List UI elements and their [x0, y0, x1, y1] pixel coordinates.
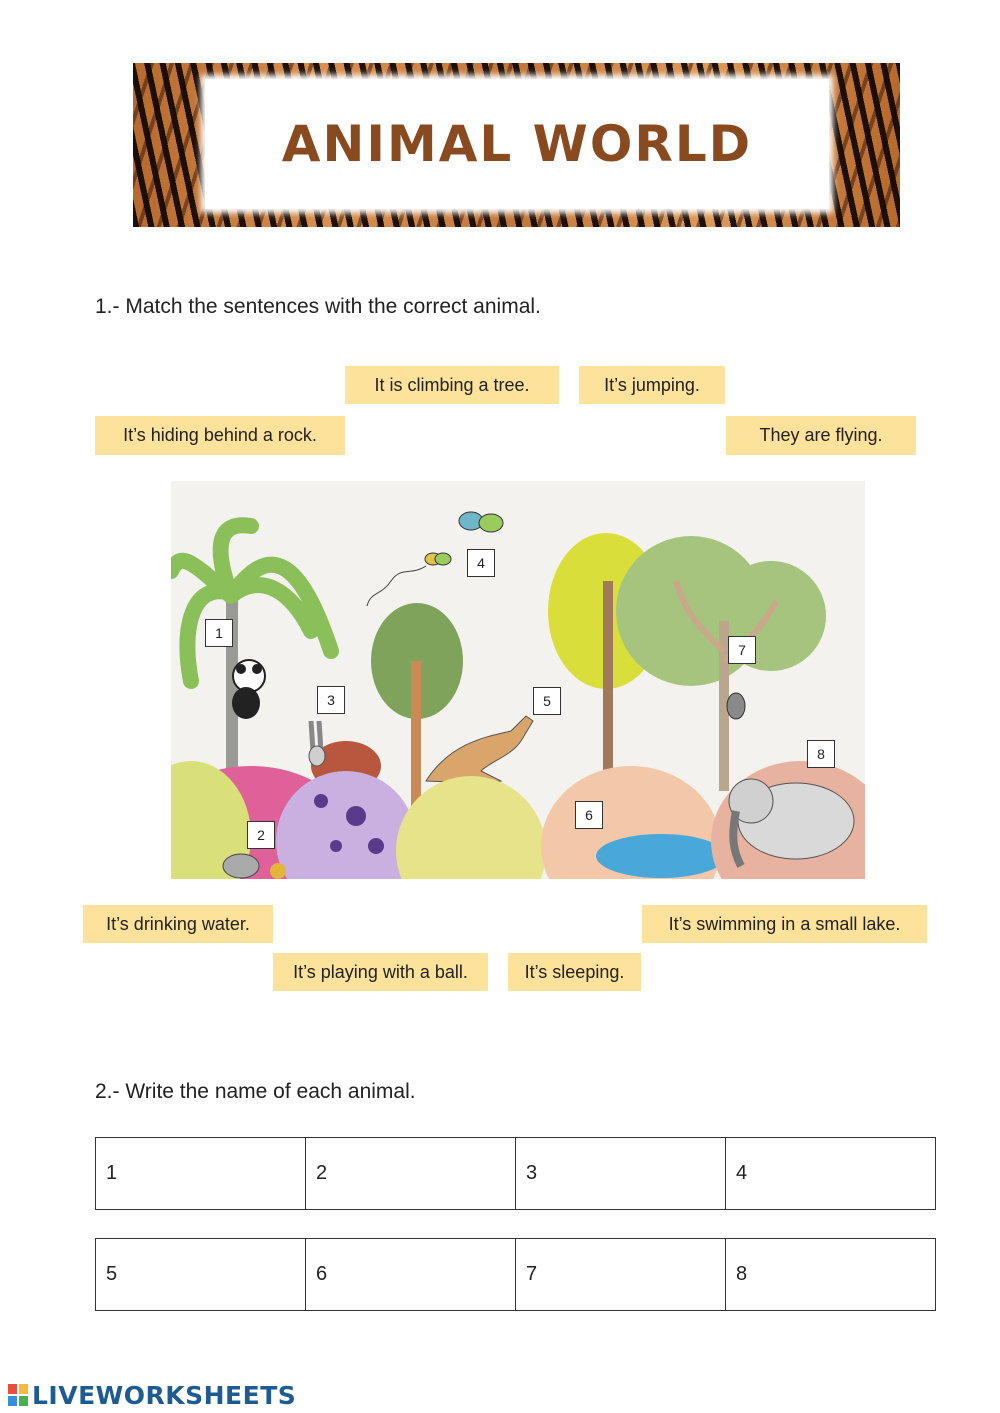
answer-cell[interactable]: 4 [726, 1138, 936, 1210]
answer-cell[interactable]: 8 [726, 1239, 936, 1311]
scene-number-1: 1 [205, 619, 233, 647]
scene-drawing [171, 481, 865, 879]
answer-cell[interactable]: 1 [96, 1138, 306, 1210]
answer-chip[interactable]: It is climbing a tree. [345, 366, 559, 404]
title-banner [133, 63, 900, 227]
answer-chip[interactable]: It’s sleeping. [508, 953, 641, 991]
section2-heading: 2.- Write the name of each animal. [95, 1080, 416, 1103]
answer-chip[interactable]: It’s drinking water. [83, 905, 273, 943]
answer-cell[interactable]: 6 [306, 1239, 516, 1311]
answer-chip[interactable]: They are flying. [726, 416, 916, 455]
scene-number-3: 3 [317, 686, 345, 714]
answer-chip[interactable]: It’s hiding behind a rock. [95, 416, 345, 455]
footer-brand [8, 1380, 296, 1410]
scene-number-2: 2 [247, 821, 275, 849]
scene-number-6: 6 [575, 801, 603, 829]
page-title: ANIMAL WORLD [281, 115, 753, 173]
palm-leaves [171, 525, 331, 681]
answer-chip[interactable]: It’s jumping. [579, 366, 725, 404]
answer-cell[interactable]: 3 [516, 1138, 726, 1210]
answer-chip[interactable]: It’s swimming in a small lake. [642, 905, 927, 943]
title-banner-inner [205, 79, 829, 209]
answer-cell[interactable]: 2 [306, 1138, 516, 1210]
footer-brand-text: LIVEWORKSHEETS [32, 1380, 297, 1410]
answer-chip[interactable]: It’s playing with a ball. [273, 953, 488, 991]
bat-icon [727, 693, 745, 719]
lake [596, 834, 726, 878]
scene-number-5: 5 [533, 687, 561, 715]
scene-number-7: 7 [728, 636, 756, 664]
animal-names-table-row1 [95, 1137, 936, 1210]
panda-icon [233, 660, 265, 692]
rabbit-icon [309, 746, 325, 766]
cat-icon [223, 854, 259, 878]
scene-number-8: 8 [807, 740, 835, 768]
liveworksheets-logo-icon [8, 1384, 28, 1406]
section1-heading: 1.- Match the sentences with the correct animal. [95, 295, 541, 318]
scene-number-4: 4 [467, 549, 495, 577]
kangaroo-icon [426, 716, 533, 783]
answer-cell[interactable]: 5 [96, 1239, 306, 1311]
animal-scene-illustration [171, 481, 865, 879]
answer-cell[interactable]: 7 [516, 1239, 726, 1311]
animal-names-table-row2 [95, 1238, 936, 1311]
